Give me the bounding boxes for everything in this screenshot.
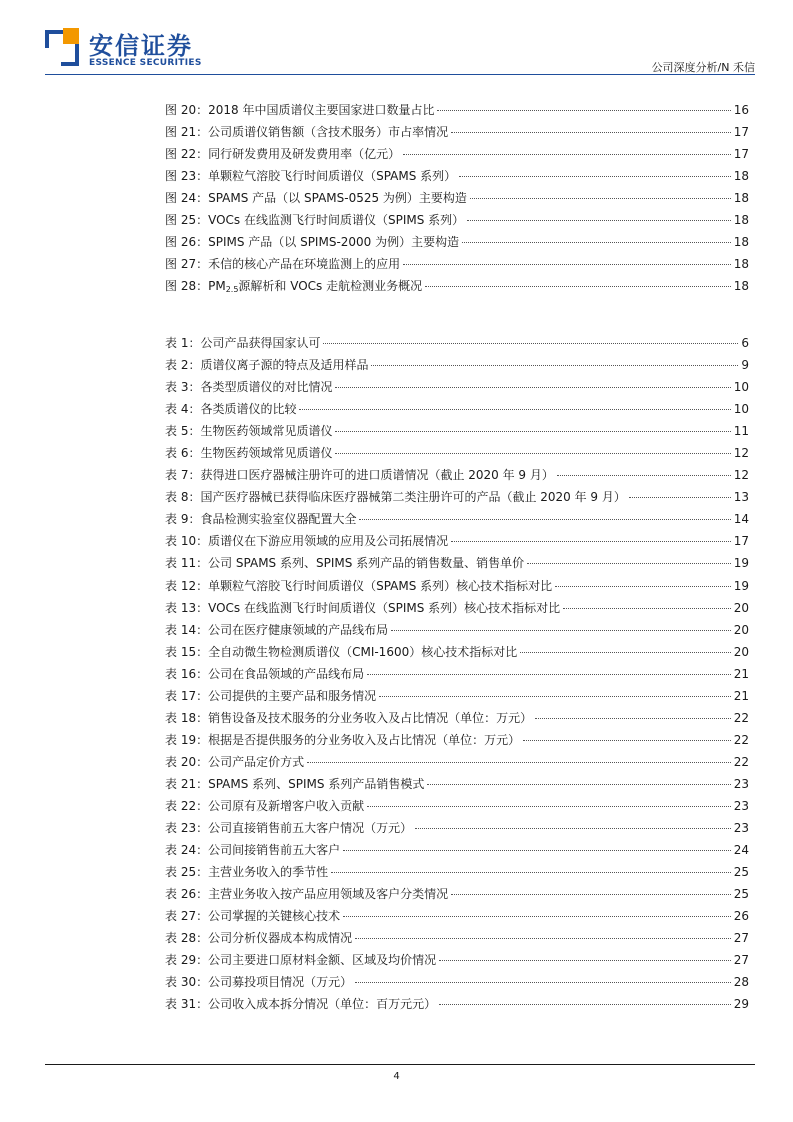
figure-list bbox=[165, 99, 749, 297]
toc-entry-table[interactable]: 表 19：根据是否提供服务的分业务收入及占比情况（单位：万元） 22 bbox=[165, 732, 749, 747]
header-divider bbox=[45, 74, 755, 75]
brand-name-en: ESSENCE SECURITIES bbox=[89, 58, 202, 68]
toc-entry-figure[interactable]: 图 28：$PM_{2.5}$源解析和 VOCs 走航检测业务概况 18 bbox=[165, 279, 749, 295]
toc-entry-table[interactable]: 表 25：主营业务收入的季节性 25 bbox=[165, 865, 749, 880]
toc-entry-table[interactable]: 表 11：公司 SPAMS 系列、SPIMS 系列产品的销售数量、销售单价 19 bbox=[165, 556, 749, 571]
table-list bbox=[165, 332, 749, 1015]
toc-entry-figure[interactable]: 图 21：公司质谱仪销售额（含技术服务）市占率情况 17 bbox=[165, 125, 749, 140]
toc-entry-table[interactable]: 表 7：获得进口医疗器械注册许可的进口质谱情况（截止 2020 年 9 月） 12 bbox=[165, 468, 749, 483]
toc-entry-table[interactable]: 表 8：国产医疗器械已获得临床医疗器械第二类注册许可的产品（截止 2020 年 9 月） 13 bbox=[165, 490, 749, 505]
toc-entry-table[interactable]: 表 16：公司在食品领域的产品线布局 21 bbox=[165, 666, 749, 681]
toc-entry-table[interactable]: 表 2：质谱仪离子源的特点及适用样品 9 bbox=[165, 358, 749, 373]
toc-entry-table[interactable]: 表 26：主营业务收入按产品应用领域及客户分类情况 25 bbox=[165, 887, 749, 902]
toc-entry-table[interactable]: 表 6：生物医药领域常见质谱仪 12 bbox=[165, 446, 749, 461]
toc-entry-table[interactable]: 表 18：销售设备及技术服务的分业务收入及占比情况（单位：万元） 22 bbox=[165, 710, 749, 725]
toc-entry-table[interactable]: 表 24：公司间接销售前五大客户 24 bbox=[165, 843, 749, 858]
toc-entry-figure[interactable]: 图 20：2018 年中国质谱仪主要国家进口数量占比 16 bbox=[165, 103, 749, 117]
report-type: 公司深度分析/N 禾信 bbox=[651, 61, 755, 74]
toc-entry-table[interactable]: 表 14：公司在医疗健康领域的产品线布局 20 bbox=[165, 622, 749, 637]
toc-entry-figure[interactable]: 图 24：SPAMS 产品（以 SPAMS-0525 为例）主要构造 18 bbox=[165, 191, 749, 206]
toc-entry-table[interactable]: 表 5：生物医药领域常见质谱仪 11 bbox=[165, 424, 749, 439]
toc-entry-table[interactable]: 表 15：全自动微生物检测质谱仪（CMI-1600）核心技术指标对比 20 bbox=[165, 644, 749, 659]
toc-entry-table[interactable]: 表 17：公司提供的主要产品和服务情况 21 bbox=[165, 688, 749, 703]
toc-entry-table[interactable]: 表 1：公司产品获得国家认可 6 bbox=[165, 336, 749, 350]
toc-entry-figure[interactable]: 图 23：单颗粒气溶胶飞行时间质谱仪（SPAMS 系列） 18 bbox=[165, 169, 749, 184]
page-number: 4 bbox=[393, 1071, 400, 1082]
toc-entry-figure[interactable]: 图 26：SPIMS 产品（以 SPIMS-2000 为例）主要构造 18 bbox=[165, 235, 749, 250]
toc-entry-table[interactable]: 表 28：公司分析仪器成本构成情况 27 bbox=[165, 931, 749, 946]
toc-entry-table[interactable]: 表 22：公司原有及新增客户收入贡献 23 bbox=[165, 798, 749, 813]
toc-entry-table[interactable]: 表 12：单颗粒气溶胶飞行时间质谱仪（SPAMS 系列）核心技术指标对比 19 bbox=[165, 578, 749, 593]
toc-entry-figure[interactable]: 图 27：禾信的核心产品在环境监测上的应用 18 bbox=[165, 257, 749, 272]
toc-entry-table[interactable]: 表 27：公司掌握的关键核心技术 26 bbox=[165, 909, 749, 924]
toc-entry-table[interactable]: 表 23：公司直接销售前五大客户情况（万元） 23 bbox=[165, 821, 749, 836]
toc-entry-figure[interactable]: 图 22：同行研发费用及研发费用率（亿元） 17 bbox=[165, 147, 749, 162]
toc-entry-table[interactable]: 表 9：食品检测实验室仪器配置大全 14 bbox=[165, 512, 749, 527]
brand-name-cn: 安信证券 bbox=[89, 32, 193, 60]
essence-logo-icon bbox=[45, 28, 81, 68]
toc-entry-figure[interactable]: 图 25：VOCs 在线监测飞行时间质谱仪（SPIMS 系列） 18 bbox=[165, 213, 749, 228]
toc-entry-table[interactable]: 表 10：质谱仪在下游应用领域的应用及公司拓展情况 17 bbox=[165, 534, 749, 549]
toc-entry-table[interactable]: 表 30：公司募投项目情况（万元） 28 bbox=[165, 975, 749, 990]
toc-entry-table[interactable]: 表 29：公司主要进口原材料金额、区域及均价情况 27 bbox=[165, 953, 749, 968]
toc-entry-table[interactable]: 表 13：VOCs 在线监测飞行时间质谱仪（SPIMS 系列）核心技术指标对比 20 bbox=[165, 600, 749, 615]
toc-entry-table[interactable]: 表 21：SPAMS 系列、SPIMS 系列产品销售模式 23 bbox=[165, 776, 749, 791]
toc-entry-table[interactable]: 表 3：各类型质谱仪的对比情况 10 bbox=[165, 380, 749, 395]
footer-divider bbox=[45, 1064, 755, 1065]
toc-entry-table[interactable]: 表 20：公司产品定价方式 22 bbox=[165, 754, 749, 769]
page-header bbox=[45, 24, 755, 74]
toc-entry-table[interactable]: 表 4：各类质谱仪的比较 10 bbox=[165, 402, 749, 417]
toc-entry-table[interactable]: 表 31：公司收入成本拆分情况（单位：百万元元） 29 bbox=[165, 997, 749, 1012]
